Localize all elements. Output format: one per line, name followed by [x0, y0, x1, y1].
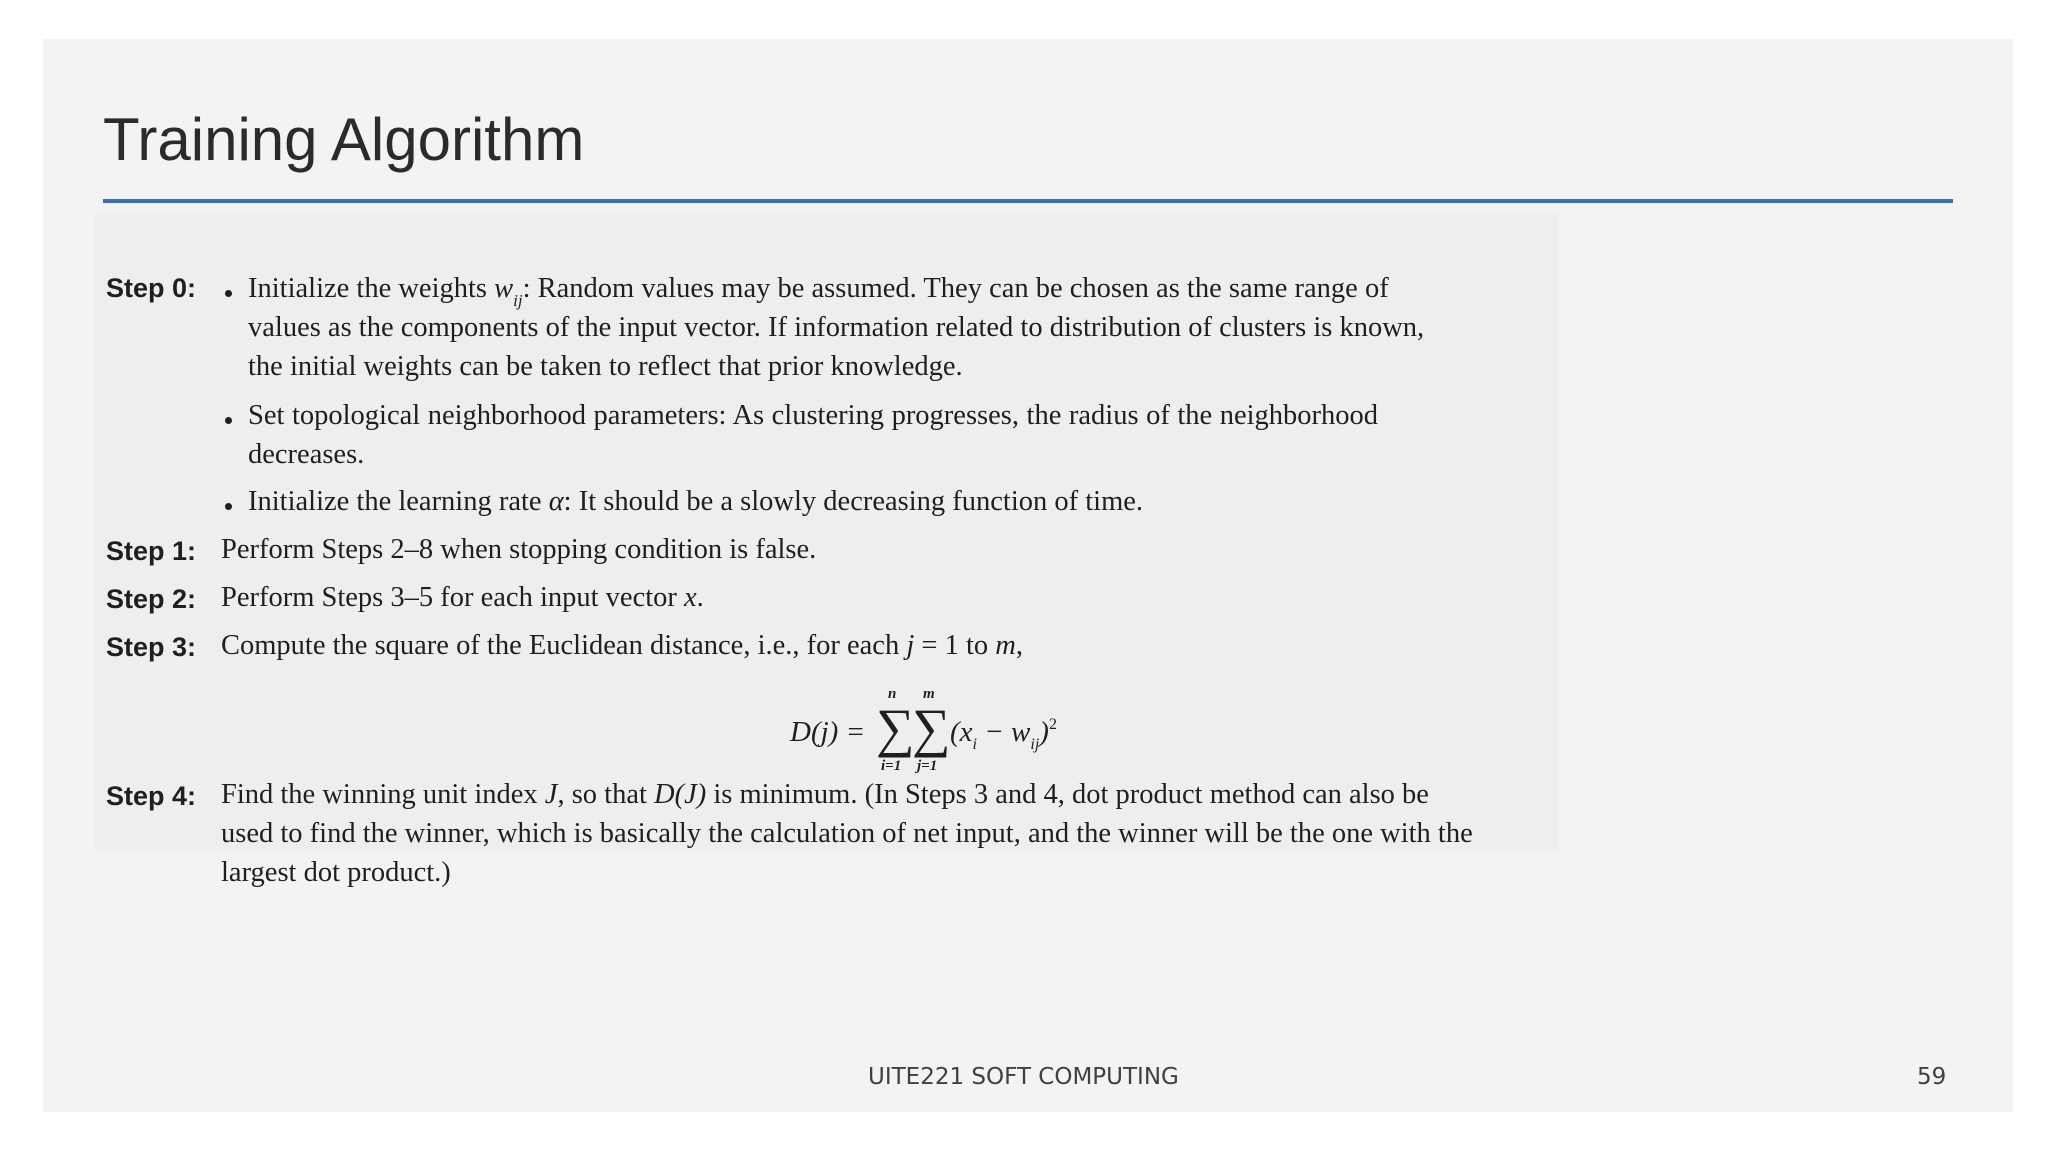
page-number: 59	[1917, 1064, 1947, 1090]
bullet-marker	[225, 417, 232, 424]
index-variable: J	[544, 779, 558, 810]
formula-term	[950, 716, 1057, 753]
step-4-label: Step 4:	[106, 781, 197, 811]
text-run: ,	[1015, 630, 1023, 661]
step-2-label: Step 2:	[106, 584, 197, 614]
step-1-text: Perform Steps 2–8 when stopping condition is false.	[221, 534, 817, 565]
algorithm-content	[95, 211, 1559, 888]
text-run: Find the winning unit index	[221, 779, 545, 810]
step-4-line-3: largest dot product.)	[221, 857, 451, 888]
euclidean-distance-formula	[790, 681, 1120, 781]
text-run: )	[1039, 716, 1049, 748]
step-0-bullet-1-line-3: the initial weights can be taken to reflect that prior knowledge.	[248, 351, 963, 382]
distance-function: D(J)	[654, 779, 707, 810]
sum-lower-limit: j=1	[917, 758, 938, 774]
step-0-label: Step 0:	[106, 273, 197, 303]
step-0-bullet-3	[248, 486, 1143, 518]
index-variable: m	[995, 630, 1016, 661]
sigma-symbol: ∑	[876, 698, 915, 758]
text-run: (x	[950, 716, 973, 748]
footer-course-title: UITE221 SOFT COMPUTING	[868, 1064, 1179, 1090]
subscript: i	[972, 736, 977, 753]
text-run: Initialize the learning rate	[248, 486, 549, 517]
step-2-text	[221, 582, 704, 614]
text-run: Compute the square of the Euclidean distance, i.e., for each	[221, 630, 907, 661]
text-run: : It should be a slowly decreasing function of time.	[563, 486, 1144, 517]
slide	[43, 39, 2013, 1112]
step-1-label: Step 1:	[106, 536, 197, 566]
text-run: .	[696, 582, 704, 613]
step-3-text	[221, 630, 1023, 662]
slide-title: Training Algorithm	[103, 106, 585, 173]
subscript: ij	[1030, 736, 1040, 753]
step-0-bullet-2-line-1: Set topological neighborhood parameters: As clustering progresses, the radius of the neighborhood	[248, 400, 1378, 431]
step-4-line-1	[221, 779, 1429, 811]
sum-lower-limit: i=1	[881, 758, 902, 774]
formula-lhs: D(j) =	[790, 716, 866, 748]
step-3-label: Step 3:	[106, 632, 197, 662]
weight-subscript: ij	[513, 291, 523, 310]
text-run: = 1 to	[914, 630, 996, 661]
bullet-marker	[225, 290, 232, 297]
exponent: 2	[1048, 716, 1057, 733]
step-0-bullet-1-line-1	[248, 273, 1389, 310]
sigma-symbol: ∑	[912, 698, 951, 758]
text-run: : Random values may be assumed. They can be chosen as the same range of	[522, 273, 1389, 304]
input-variable: x	[684, 582, 697, 613]
title-divider	[103, 199, 1953, 203]
text-run: , so that	[557, 779, 655, 810]
text-run: − w	[976, 716, 1031, 748]
step-4-line-2: used to find the winner, which is basically the calculation of net input, and the winner will be the one with the	[221, 818, 1473, 849]
sum-upper-limit: n	[888, 686, 897, 702]
text-run: Initialize the weights	[248, 273, 495, 304]
alpha-variable: α	[548, 486, 564, 517]
step-0-bullet-2-line-2: decreases.	[248, 439, 365, 470]
step-0-bullet-1-line-2: values as the components of the input vector. If information related to distribution of clusters is known,	[248, 312, 1425, 343]
text-run: is minimum. (In Steps 3 and 4, dot product method can also be	[706, 779, 1429, 810]
sum-upper-limit: m	[923, 686, 935, 702]
bullet-marker	[225, 503, 232, 510]
text-run: Perform Steps 3–5 for each input vector	[221, 582, 684, 613]
weight-variable: w	[494, 273, 514, 304]
index-variable: j	[906, 630, 915, 661]
